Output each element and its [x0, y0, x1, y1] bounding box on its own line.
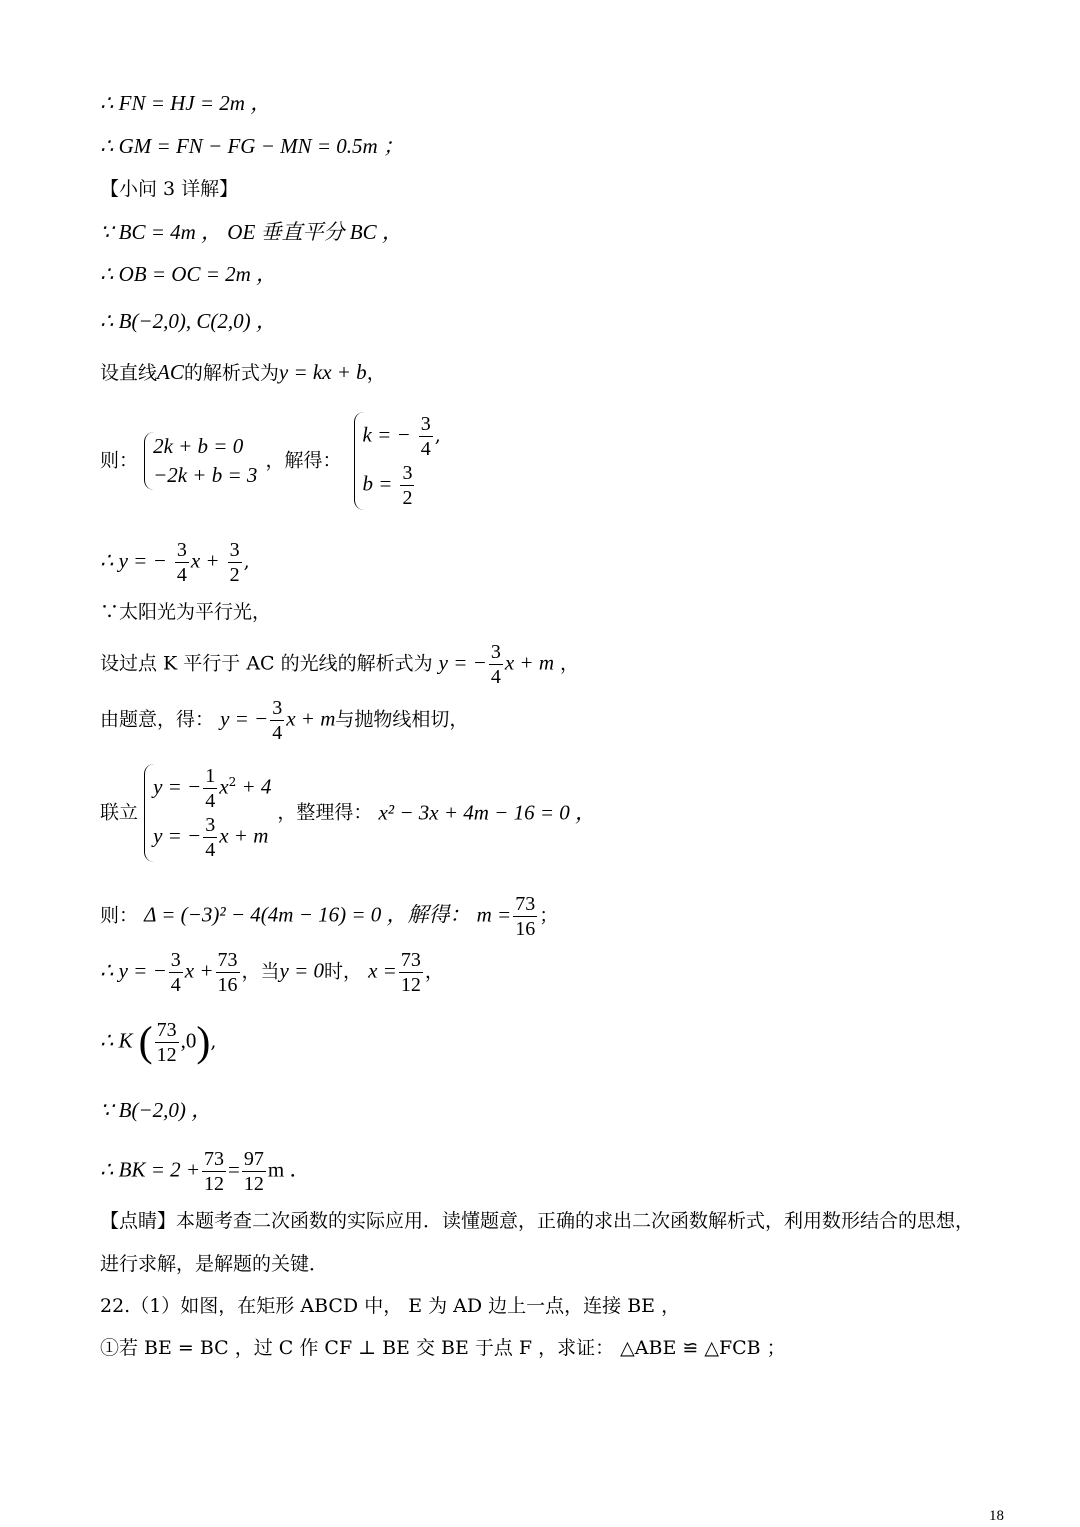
question-22-part-1	[100, 1339, 786, 1358]
line-y-result: ∴ y = − $\frac{3}{4}$ x + $\frac{3}{2}$ ,	[100, 539, 250, 586]
text: 设过点 K 平行于 AC 的光线的解析式为	[100, 652, 433, 675]
math-text: ∴ GM = FN − FG − MN = 0.5m ；	[100, 134, 404, 158]
numerator: 3	[420, 413, 431, 435]
math-text: y = 0	[279, 958, 325, 983]
fraction	[242, 1147, 266, 1196]
line-ob-oc	[100, 264, 277, 285]
numerator: 73	[400, 949, 421, 971]
numerator: 3	[402, 462, 413, 484]
denominator: 4	[272, 722, 283, 744]
text: 由题意，得：	[100, 708, 215, 731]
math-text: ∴ K	[100, 1028, 133, 1053]
fraction	[203, 813, 217, 862]
line-b-coord	[100, 1100, 212, 1121]
numerator: 73	[156, 1019, 177, 1041]
numerator: 3	[490, 641, 501, 663]
solution-b	[363, 461, 441, 510]
equation: −2k + b = 3	[153, 463, 258, 487]
denominator: 2	[229, 564, 240, 586]
text: 【点睛】本题考查二次函数的实际应用．读懂题意，正确的求出二次函数解析式，利用数形结合的思想，	[100, 1210, 975, 1232]
line-combine	[100, 764, 596, 862]
math-text: ∴ y = −	[100, 548, 167, 573]
fraction	[400, 461, 414, 510]
text: ，解得：	[265, 449, 342, 472]
numerator: 73	[217, 949, 238, 971]
line-sunlight	[100, 603, 271, 622]
line-bc	[100, 222, 403, 243]
fraction	[169, 948, 183, 997]
commentary-line-1	[100, 1212, 974, 1231]
math-expr: y = kx + b	[278, 360, 367, 384]
fraction	[202, 1147, 226, 1196]
numerator: 3	[205, 814, 216, 836]
text: 与抛物线相切，	[335, 708, 469, 731]
denominator: 16	[217, 974, 238, 996]
page-number: 18	[989, 1508, 1004, 1524]
denominator: 2	[402, 487, 413, 509]
section-heading	[100, 180, 238, 199]
denominator: 12	[156, 1044, 177, 1066]
numerator: 73	[204, 1148, 225, 1170]
denominator: 4	[490, 666, 501, 688]
math-ac: AC	[157, 360, 184, 384]
math-text: ∴ OB = OC = 2m ，	[100, 262, 278, 286]
math-text: ∵ BC = 4m ， OE 垂直平分 BC ，	[100, 220, 403, 244]
fraction	[419, 412, 433, 461]
numerator: 1	[205, 765, 216, 787]
equation: 2k + b = 0	[153, 434, 244, 458]
line-k-line: 设过点 K 平行于 AC 的光线的解析式为 y = − $\frac{3}{4}$ x + m ，	[100, 641, 580, 688]
denominator: 16	[515, 918, 536, 940]
math-text: b =	[362, 471, 393, 496]
fraction	[216, 948, 240, 997]
fraction	[175, 538, 189, 587]
text: ∵太阳光为平行光，	[100, 601, 272, 623]
heading-text: 【小问 3 详解】	[100, 178, 239, 200]
line-b-c-coords	[100, 311, 277, 332]
equation: y = − $\frac{1}{4}$ $x^2 + 4$	[153, 765, 272, 812]
commentary-line-2	[100, 1255, 328, 1274]
numerator: 3	[176, 539, 187, 561]
fraction	[155, 1018, 179, 1067]
text: ①若 BE = BC ，过 C 作 CF ⊥ BE 交 BE 于点 F ，求证： △ABE ≌ △FCB ；	[100, 1337, 786, 1359]
text: 则：	[100, 449, 139, 472]
equation-system	[144, 432, 257, 490]
fraction	[489, 640, 503, 689]
math-text: x² − 3x + 4m − 16 = 0 ，	[378, 800, 597, 825]
line-discriminant: 则： Δ = (−3)² − 4(4m − 16) = 0 ，解得： m = $\frac{73}{16}$ ；	[100, 893, 559, 940]
numerator: 73	[515, 893, 536, 915]
line-bk: ∴ BK = 2 + $\frac{73}{12}$ = $\frac{97}{12}$ m ．	[100, 1148, 311, 1195]
solution-k: k = − $\frac{3}{4}$ ,	[362, 413, 441, 460]
text: 的解析式为	[183, 362, 279, 384]
denominator: 12	[400, 974, 421, 996]
text: 则：	[100, 904, 139, 927]
equation: y = − $\frac{3}{4}$ x + m	[153, 814, 269, 861]
denominator: 4	[205, 839, 216, 861]
denominator: 4	[176, 564, 187, 586]
equation-system	[144, 764, 271, 862]
fraction	[228, 538, 242, 587]
math-text: ∴ FN = HJ = 2m ，	[100, 91, 272, 115]
line-system-solve	[100, 412, 441, 510]
line-tangent: 由题意，得： y = − $\frac{3}{4}$ x + m与抛物线相切，	[100, 697, 469, 744]
question-22	[100, 1297, 680, 1316]
text: 22.（1）如图，在矩形 ABCD 中， E 为 AD 边上一点，连接 BE ，	[100, 1295, 681, 1317]
line-fn-hj	[100, 93, 271, 114]
text: ，当	[241, 960, 280, 983]
numerator: 3	[272, 697, 283, 719]
numerator: 97	[243, 1148, 264, 1170]
line-k-coord: ∴ K ( $\frac{73}{12}$ ,0),	[100, 1019, 217, 1066]
line-y-final: ∴ y = − $\frac{3}{4}$ x + $\frac{73}{16}$ ，当y = 0时， x = $\frac{73}{12}$ ，	[100, 949, 444, 996]
text: ，整理得：	[277, 801, 373, 824]
numerator: 3	[229, 539, 240, 561]
line-gm	[100, 136, 404, 157]
math-text: Δ = (−3)² − 4(4m − 16) = 0 ，解得：	[144, 902, 471, 927]
denominator: 4	[205, 790, 216, 812]
denominator: 4	[170, 974, 181, 996]
math-text: ∴ B(−2,0), C(2,0) ，	[100, 309, 277, 333]
denominator: 12	[243, 1173, 264, 1195]
fraction	[399, 948, 423, 997]
numerator: 3	[170, 949, 181, 971]
math-text: ∴ BK = 2 +	[100, 1157, 201, 1182]
text: ，	[366, 362, 386, 384]
fraction	[270, 696, 284, 745]
solution-system	[354, 412, 441, 510]
math-text: k = −	[362, 422, 411, 447]
text: 进行求解，是解题的关键．	[100, 1253, 329, 1275]
line-ac-setup	[100, 362, 386, 383]
denominator: 12	[204, 1173, 225, 1195]
text: 设直线	[100, 362, 158, 384]
text: 联立	[100, 801, 139, 824]
math-text: ∵ B(−2,0) ，	[100, 1098, 213, 1122]
fraction	[203, 764, 217, 813]
denominator: 4	[420, 438, 431, 460]
fraction	[513, 892, 537, 941]
text: 时，	[324, 960, 363, 983]
